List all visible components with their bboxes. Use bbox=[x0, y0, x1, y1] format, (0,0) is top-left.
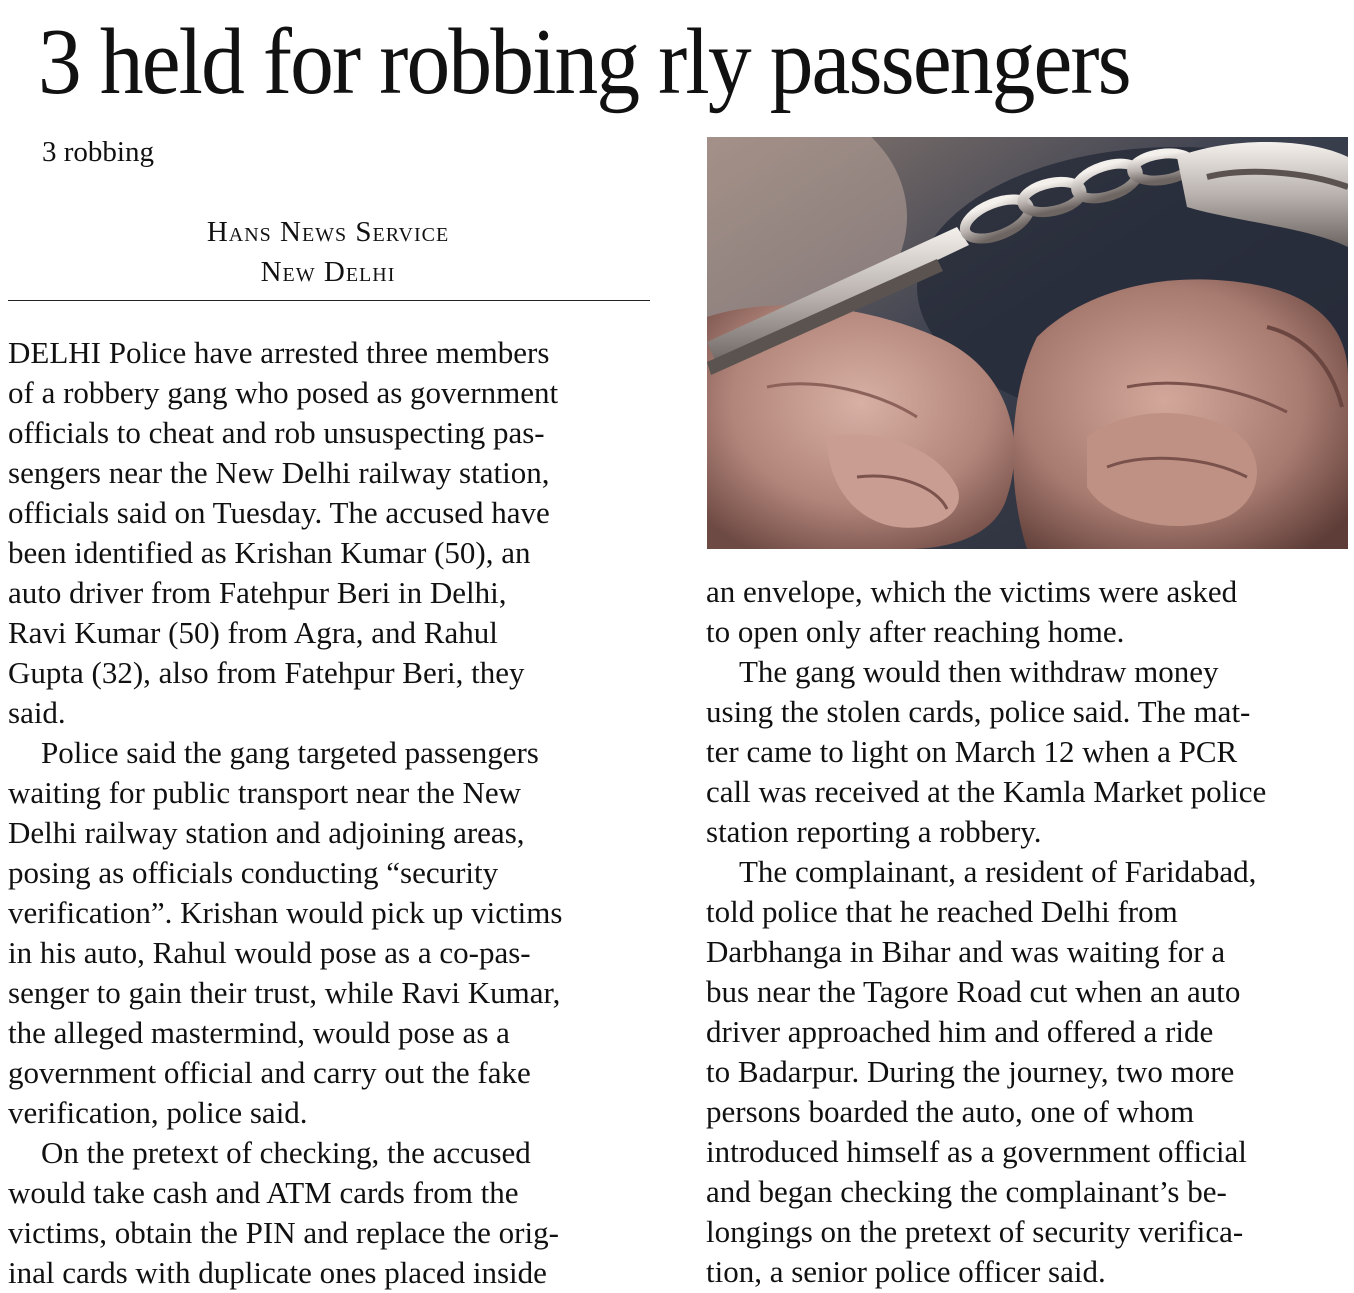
article-line: longings on the pretext of security verifica- bbox=[706, 1214, 1244, 1249]
article-line: said. bbox=[8, 695, 66, 730]
article-line: using the stolen cards, police said. The mat- bbox=[706, 694, 1251, 729]
article-line: and began checking the complainant’s be- bbox=[706, 1174, 1227, 1209]
headline: 3 held for robbing rly passengers bbox=[38, 10, 1130, 114]
article-line: verification”. Krishan would pick up victims bbox=[8, 895, 563, 930]
article-line: driver approached him and offered a ride bbox=[706, 1014, 1214, 1049]
article-line: Delhi railway station and adjoining areas, bbox=[8, 815, 525, 850]
article-line: waiting for public transport near the New bbox=[8, 775, 522, 810]
article-line: verification, police said. bbox=[8, 1095, 308, 1130]
article-line: would take cash and ATM cards from the bbox=[8, 1175, 519, 1210]
article-line: sengers near the New Delhi railway station, bbox=[8, 455, 550, 490]
article-line: call was received at the Kamla Market police bbox=[706, 774, 1267, 809]
article-line: to Badarpur. During the journey, two more bbox=[706, 1054, 1235, 1089]
article-line: victims, obtain the PIN and replace the orig- bbox=[8, 1215, 559, 1250]
article-line: ter came to light on March 12 when a PCR bbox=[706, 734, 1238, 769]
article-line: officials said on Tuesday. The accused have bbox=[8, 495, 550, 530]
article-line: an envelope, which the victims were asked bbox=[706, 574, 1238, 609]
article-line: officials to cheat and rob unsuspecting pas- bbox=[8, 415, 545, 450]
article-line: inal cards with duplicate ones placed inside bbox=[8, 1255, 547, 1290]
article-line: of a robbery gang who posed as government bbox=[8, 375, 559, 410]
article-line: station reporting a robbery. bbox=[706, 814, 1042, 849]
article-line: in his auto, Rahul would pose as a co-pas- bbox=[8, 935, 531, 970]
article-column-2 bbox=[706, 572, 1354, 1292]
article-line: introduced himself as a government official bbox=[706, 1134, 1247, 1169]
article-line: persons boarded the auto, one of whom bbox=[706, 1094, 1195, 1129]
article-line: The gang would then withdraw money bbox=[739, 654, 1219, 689]
article-line: senger to gain their trust, while Ravi Kumar, bbox=[8, 975, 561, 1010]
article-line: On the pretext of checking, the accused bbox=[41, 1135, 531, 1170]
article-line: Darbhanga in Bihar and was waiting for a bbox=[706, 934, 1226, 969]
kicker: 3 robbing bbox=[42, 136, 154, 168]
handcuffs-photo bbox=[707, 137, 1348, 549]
article-line: Ravi Kumar (50) from Agra, and Rahul bbox=[8, 615, 498, 650]
article-line: tion, a senior police officer said. bbox=[706, 1254, 1106, 1289]
article-line: told police that he reached Delhi from bbox=[706, 894, 1178, 929]
byline-divider bbox=[8, 300, 650, 301]
article-line: bus near the Tagore Road cut when an auto bbox=[706, 974, 1241, 1009]
article-line: DELHI Police have arrested three members bbox=[8, 335, 550, 370]
article-line: Police said the gang targeted passengers bbox=[41, 735, 539, 770]
article-line: posing as officials conducting “security bbox=[8, 855, 499, 890]
article-line: been identified as Krishan Kumar (50), an bbox=[8, 535, 531, 570]
byline-place: New Delhi bbox=[260, 256, 396, 288]
article-line: the alleged mastermind, would pose as a bbox=[8, 1015, 510, 1050]
byline-agency: Hans News Service bbox=[206, 216, 450, 248]
article-line: government official and carry out the fake bbox=[8, 1055, 531, 1090]
byline bbox=[8, 212, 648, 292]
article-line: to open only after reaching home. bbox=[706, 614, 1125, 649]
article-column-1 bbox=[8, 333, 653, 1293]
article-line: auto driver from Fatehpur Beri in Delhi, bbox=[8, 575, 507, 610]
article-line: The complainant, a resident of Faridabad, bbox=[739, 854, 1257, 889]
article-line: Gupta (32), also from Fatehpur Beri, they bbox=[8, 655, 525, 690]
